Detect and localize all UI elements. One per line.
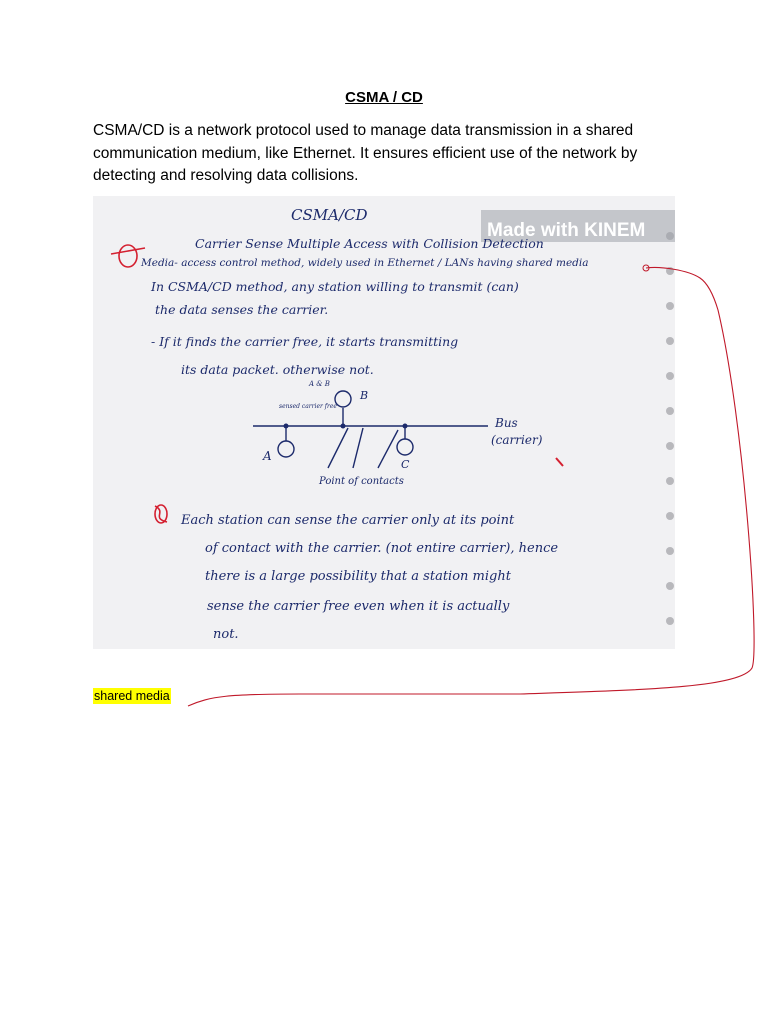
- notes-line5: - If it finds the carrier free, it starts transmitting: [151, 334, 459, 349]
- point2-line2: of contact with the carrier. (not entire carrier), hence: [205, 541, 559, 556]
- diagram-label-points: Point of contacts: [319, 476, 404, 487]
- notes-line3: In CSMA/CD method, any station willing to transmit (can): [151, 279, 519, 294]
- point2-line4: sense the carrier free even when it is actually: [207, 599, 510, 614]
- diagram-label-ab: A & B: [309, 380, 330, 388]
- diagram-label-b: B: [360, 389, 369, 402]
- intro-paragraph: CSMA/CD is a network protocol used to manage data transmission in a shared communication medium, like Ethernet. It ensures efficient use of the network by detecting and resolving data collisions.: [93, 122, 638, 184]
- point2-line5: not.: [213, 627, 239, 642]
- notes-heading: CSMA/CD: [291, 206, 368, 224]
- watermark-text: Made with KINEM: [487, 220, 646, 241]
- notes-line4: the data senses the carrier.: [155, 302, 329, 317]
- document-title: CSMA / CD: [345, 89, 423, 106]
- handwritten-notes-photo: [93, 196, 675, 649]
- diagram-label-sensed: sensed carrier free: [279, 403, 337, 410]
- point2-line1: Each station can sense the carrier only at its point: [181, 513, 515, 528]
- diagram-label-c: C: [401, 458, 410, 471]
- diagram-label-bus: Bus: [495, 416, 518, 430]
- point2-line3: there is a large possibility that a station might: [205, 569, 511, 584]
- shared-media-highlight: shared media: [94, 689, 170, 703]
- notes-line1: Carrier Sense Multiple Access with Collision Detection: [195, 236, 544, 251]
- diagram-label-carrier: (carrier): [491, 433, 543, 447]
- diagram-label-a: A: [263, 449, 272, 463]
- notes-line2: Media- access control method, widely used in Ethernet / LANs having shared media: [141, 257, 589, 269]
- notes-line6: its data packet. otherwise not.: [181, 362, 374, 377]
